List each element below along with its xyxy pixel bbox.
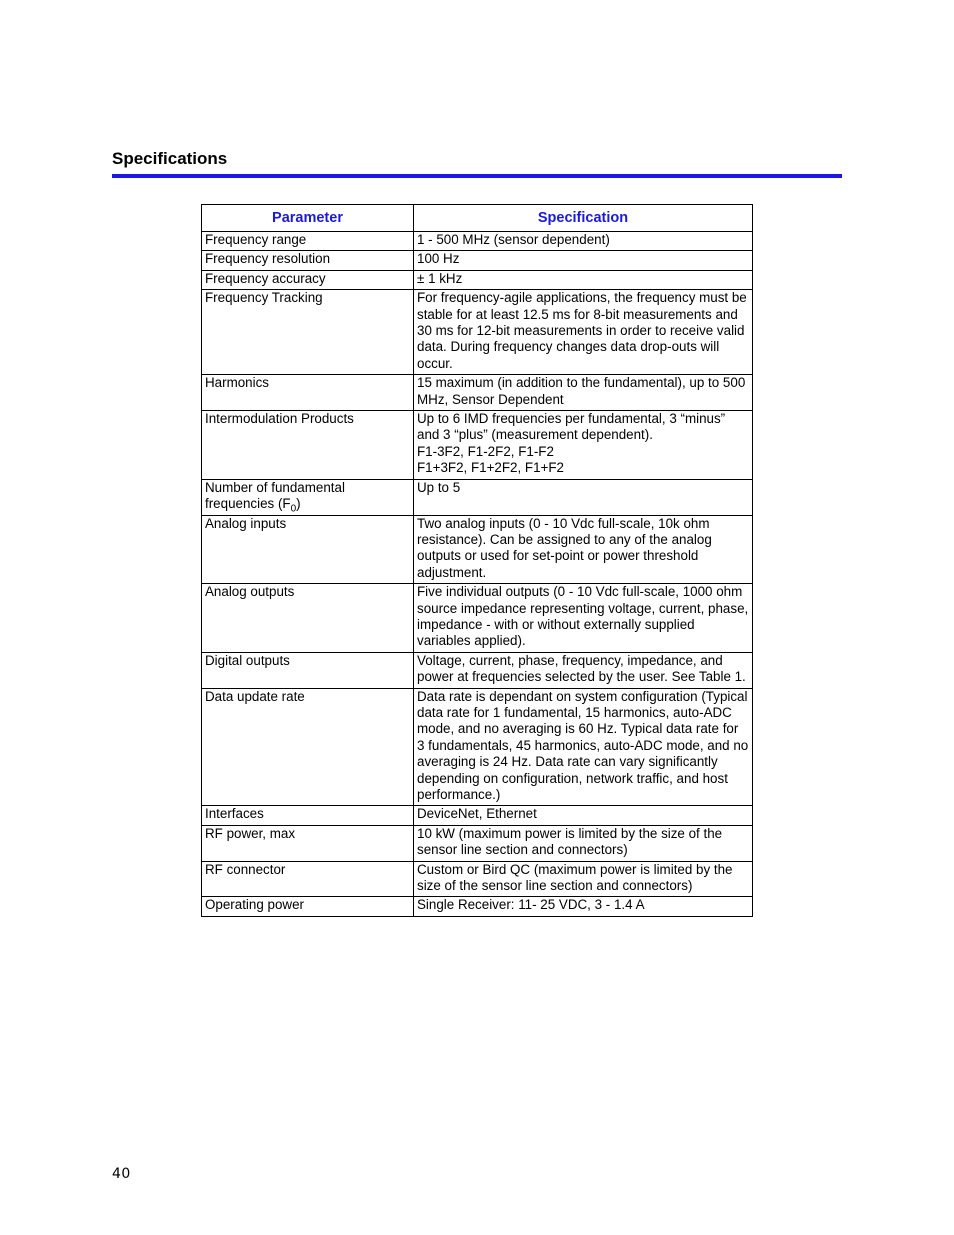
parameter-text-tail: ) [296,496,301,512]
specification-cell: Five individual outputs (0 - 10 Vdc full-scale, 1000 ohm source impedance representing voltage, current, phase, impedance - with or without externally supplied variables applied). [414,584,753,653]
parameter-cell: Operating power [202,897,414,916]
section-divider [112,174,842,178]
table-row [202,861,753,897]
parameter-cell: RF connector [202,861,414,897]
header-parameter: Parameter [202,205,414,232]
table-row [202,825,753,861]
specification-cell: Custom or Bird QC (maximum power is limited by the size of the sensor line section and connectors) [414,861,753,897]
specification-cell: DeviceNet, Ethernet [414,806,753,825]
table-row [202,232,753,251]
parameter-cell: Interfaces [202,806,414,825]
specification-cell: Data rate is dependant on system configuration (Typical data rate for 1 fundamental, 15 harmonics, auto-ADC mode, and no averaging is 60 Hz. Typical data rate for 3 fundamentals, 45 harmonics, auto-ADC mode, and no averaging is 24 Hz. Data rate can vary significantly depending on configuration, network traffic, and host performance.) [414,688,753,806]
parameter-cell: Harmonics [202,375,414,411]
table-row [202,652,753,688]
table-row [202,688,753,806]
section-title: Specifications [112,149,228,168]
parameter-cell: Intermodulation Products [202,411,414,480]
specification-cell [414,411,753,480]
specification-cell: 100 Hz [414,251,753,270]
spec-line: F1+3F2, F1+2F2, F1+F2 [417,460,564,476]
table-header-row [202,205,753,232]
parameter-cell: RF power, max [202,825,414,861]
table-row [202,290,753,375]
table-row [202,897,753,916]
parameter-cell [202,479,414,515]
page-number: 40 [112,1166,131,1182]
specification-cell: ± 1 kHz [414,270,753,289]
spec-line: Up to 6 IMD frequencies per fundamental, 3 “minus” and 3 “plus” (measurement dependent). [417,411,726,443]
parameter-cell: Analog outputs [202,584,414,653]
table-row [202,479,753,515]
parameter-subscript: 0 [290,503,297,515]
specification-cell: Two analog inputs (0 - 10 Vdc full-scale, 10k ohm resistance). Can be assigned to any of the analog outputs or used for set-point or power threshold adjustment. [414,515,753,584]
parameter-cell: Digital outputs [202,652,414,688]
table-row [202,251,753,270]
specification-cell: Up to 5 [414,479,753,515]
table-row [202,584,753,653]
table-row [202,270,753,289]
parameter-cell: Data update rate [202,688,414,806]
specification-cell: 15 maximum (in addition to the fundamental), up to 500 MHz, Sensor Dependent [414,375,753,411]
specification-cell: For frequency-agile applications, the frequency must be stable for at least 12.5 ms for 8-bit measurements and 30 ms for 12-bit measurements in order to receive valid data. During frequency changes data drop-outs will occur. [414,290,753,375]
table-row [202,375,753,411]
specification-cell: 1 - 500 MHz (sensor dependent) [414,232,753,251]
parameter-text: Number of fundamental frequencies (F [205,479,345,512]
table-row [202,515,753,584]
parameter-cell: Frequency Tracking [202,290,414,375]
specification-cell: Voltage, current, phase, frequency, impedance, and power at frequencies selected by the user. See Table 1. [414,652,753,688]
parameter-cell: Frequency accuracy [202,270,414,289]
parameter-cell: Frequency resolution [202,251,414,270]
specifications-table [201,204,753,917]
specification-cell: 10 kW (maximum power is limited by the size of the sensor line section and connectors) [414,825,753,861]
header-specification: Specification [414,205,753,232]
table-row [202,806,753,825]
spec-line: F1-3F2, F1-2F2, F1-F2 [417,443,554,459]
parameter-cell: Analog inputs [202,515,414,584]
parameter-cell: Frequency range [202,232,414,251]
table-row [202,411,753,480]
specification-cell: Single Receiver: 11- 25 VDC, 3 - 1.4 A [414,897,753,916]
